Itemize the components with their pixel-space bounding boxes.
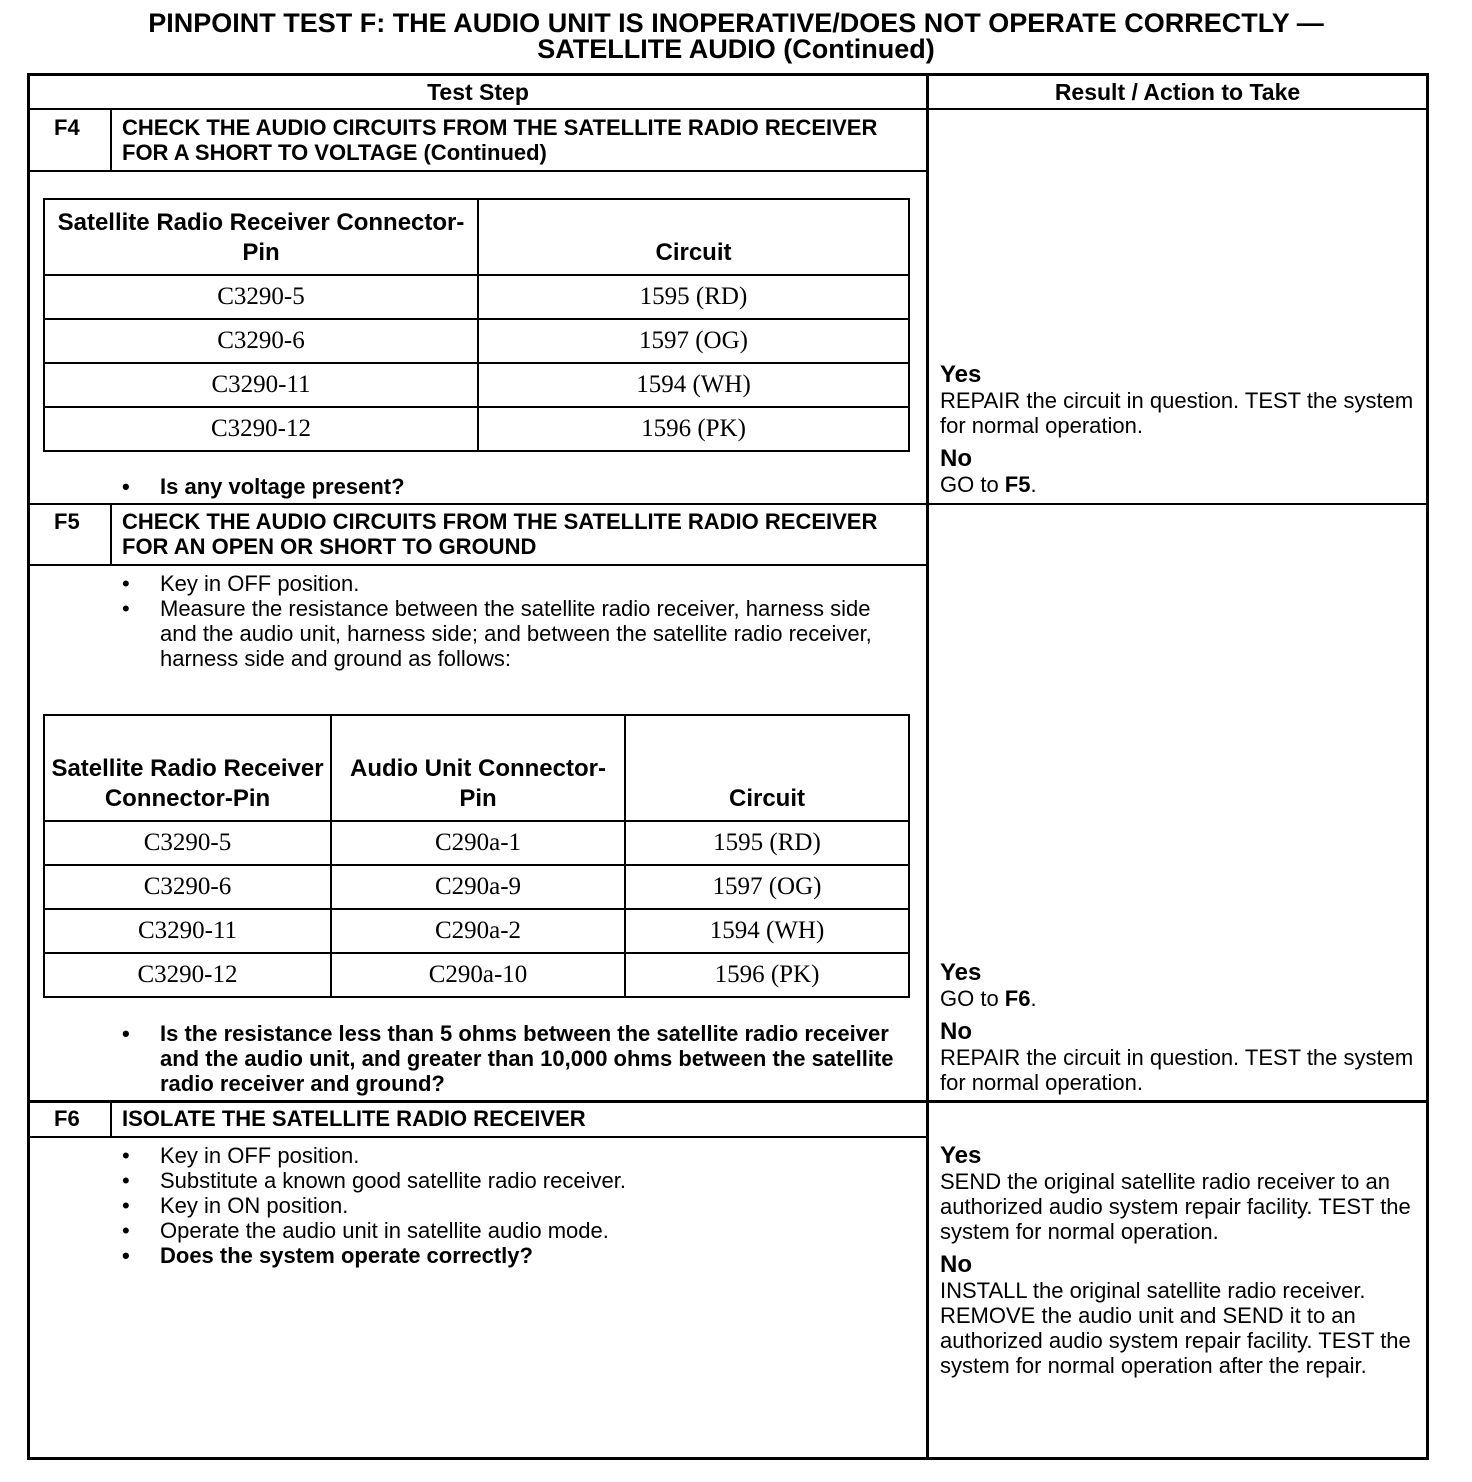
header-divider [27,108,1429,110]
circuit-cell: 1594 (WH) [478,363,909,407]
f4-result [940,362,1420,497]
connector-pin-cell: C3290-12 [44,407,478,451]
f5-pin-table [43,714,910,998]
f5-title-underline [27,564,927,566]
table-row [44,953,909,997]
page-title-line1: PINPOINT TEST F: THE AUDIO UNIT IS INOPERATIVE/DOES NOT OPERATE CORRECTLY — [148,8,1324,38]
frame-bottom [27,1457,1429,1460]
f6-question: • Does the system operate correctly? [122,1243,912,1268]
f5-step-id: F5 [54,509,80,534]
f6-yes-label: Yes [940,1142,982,1169]
audio-pin-cell: C290a-1 [331,821,625,865]
circuit-cell: 1594 (WH) [625,909,909,953]
connector-pin-cell: C3290-11 [44,363,478,407]
f4-yes-text: REPAIR the circuit in question. TEST the system for normal operation. [940,388,1414,438]
f4-id-divider [110,108,112,171]
f5-id-divider [110,503,112,565]
f5-question: • Is the resistance less than 5 ohms between the satellite radio receiver and the audio unit, and greater than 10,000 ohms between the satellite radio receiver and ground? [122,1021,912,1096]
circuit-cell: 1596 (PK) [478,407,909,451]
f5-result [940,960,1420,1095]
page-title-line2: SATELLITE AUDIO (Continued) [537,34,935,64]
f5-col-receiver: Satellite Radio Receiver Connector-Pin [44,715,331,821]
f5-bullet-key-off: • Key in OFF position. [122,571,912,596]
circuit-cell: 1595 (RD) [625,821,909,865]
f4-yes-label: Yes [940,361,982,388]
f6-step-title: ISOLATE THE SATELLITE RADIO RECEIVER [122,1106,586,1131]
f6-no-text: INSTALL the original satellite radio receiver. REMOVE the audio unit and SEND it to an authorized audio system repair facility. TEST the system for normal operation after the repair. [940,1278,1411,1378]
f6-id-divider [110,1100,112,1137]
circuit-cell: 1597 (OG) [625,865,909,909]
f4-title-underline [27,170,927,172]
circuit-cell: 1595 (RD) [478,275,909,319]
audio-pin-cell: C290a-10 [331,953,625,997]
connector-pin-cell: C3290-6 [44,319,478,363]
audio-pin-cell: C290a-2 [331,909,625,953]
f4-col-connector: Satellite Radio Receiver Connector-Pin [44,199,478,275]
frame-right [1426,73,1429,1460]
f5-yes-label: Yes [940,959,982,986]
f5-col-circuit: Circuit [625,715,909,821]
f4-no-text: GO to F5. [940,472,1037,497]
table-row [44,363,909,407]
circuit-cell: 1597 (OG) [478,319,909,363]
f5-yes-text: GO to F6. [940,986,1037,1011]
receiver-pin-cell: C3290-5 [44,821,331,865]
f5-bullet-measure: • Measure the resistance between the satellite radio receiver, harness side and the audio unit, harness side; and between the satellite radio receiver, harness side and ground as follows: [122,596,912,671]
f4-no-label: No [940,445,972,472]
f5-col-audio-unit: Audio Unit Connector-Pin [331,715,625,821]
f5-question-list [122,1021,912,1096]
receiver-pin-cell: C3290-12 [44,953,331,997]
f6-result [940,1143,1424,1378]
f5-no-text: REPAIR the circuit in question. TEST the system for normal operation. [940,1045,1414,1095]
table-row [44,909,909,953]
audio-pin-cell: C290a-9 [331,865,625,909]
f4-question-list [122,474,912,499]
table-row [44,275,909,319]
table-row [44,319,909,363]
f6-bullet-operate: • Operate the audio unit in satellite audio mode. [122,1218,912,1243]
f5-step-title: CHECK THE AUDIO CIRCUITS FROM THE SATELLITE RADIO RECEIVER FOR AN OPEN OR SHORT TO GROUND [122,509,878,559]
row-divider-f5 [27,503,1429,505]
f6-instruction-list [122,1143,912,1268]
f5-instruction-list [122,571,912,671]
f6-bullet-key-on: • Key in ON position. [122,1193,912,1218]
receiver-pin-cell: C3290-6 [44,865,331,909]
f4-question: • Is any voltage present? [122,474,912,499]
f6-step-id: F6 [54,1106,80,1131]
f6-no-label: No [940,1251,972,1278]
header-result: Result / Action to Take [1054,79,1301,105]
f5-yes-step-ref: F6 [1004,986,1031,1011]
f4-step-title: CHECK THE AUDIO CIRCUITS FROM THE SATELLITE RADIO RECEIVER FOR A SHORT TO VOLTAGE (Continued) [122,115,878,165]
circuit-cell: 1596 (PK) [625,953,909,997]
table-row [44,407,909,451]
f6-bullet-key-off: • Key in OFF position. [122,1143,912,1168]
f4-no-step-ref: F5 [1004,472,1031,497]
f4-pin-table [43,198,910,452]
f5-no-label: No [940,1018,972,1045]
frame-left [27,73,30,1460]
f6-bullet-substitute: • Substitute a known good satellite radio receiver. [122,1168,912,1193]
column-divider [926,73,929,1460]
table-row [44,821,909,865]
connector-pin-cell: C3290-5 [44,275,478,319]
frame-top [27,73,1429,76]
header-test-step: Test Step [427,79,529,105]
f4-step-id: F4 [54,115,80,140]
f4-col-circuit: Circuit [478,199,909,275]
f6-title-underline [27,1136,927,1138]
row-divider-f6 [27,1100,1429,1103]
table-row [44,865,909,909]
f6-yes-text: SEND the original satellite radio receiver to an authorized audio system repair facility. TEST the system for normal operation. [940,1169,1411,1244]
receiver-pin-cell: C3290-11 [44,909,331,953]
